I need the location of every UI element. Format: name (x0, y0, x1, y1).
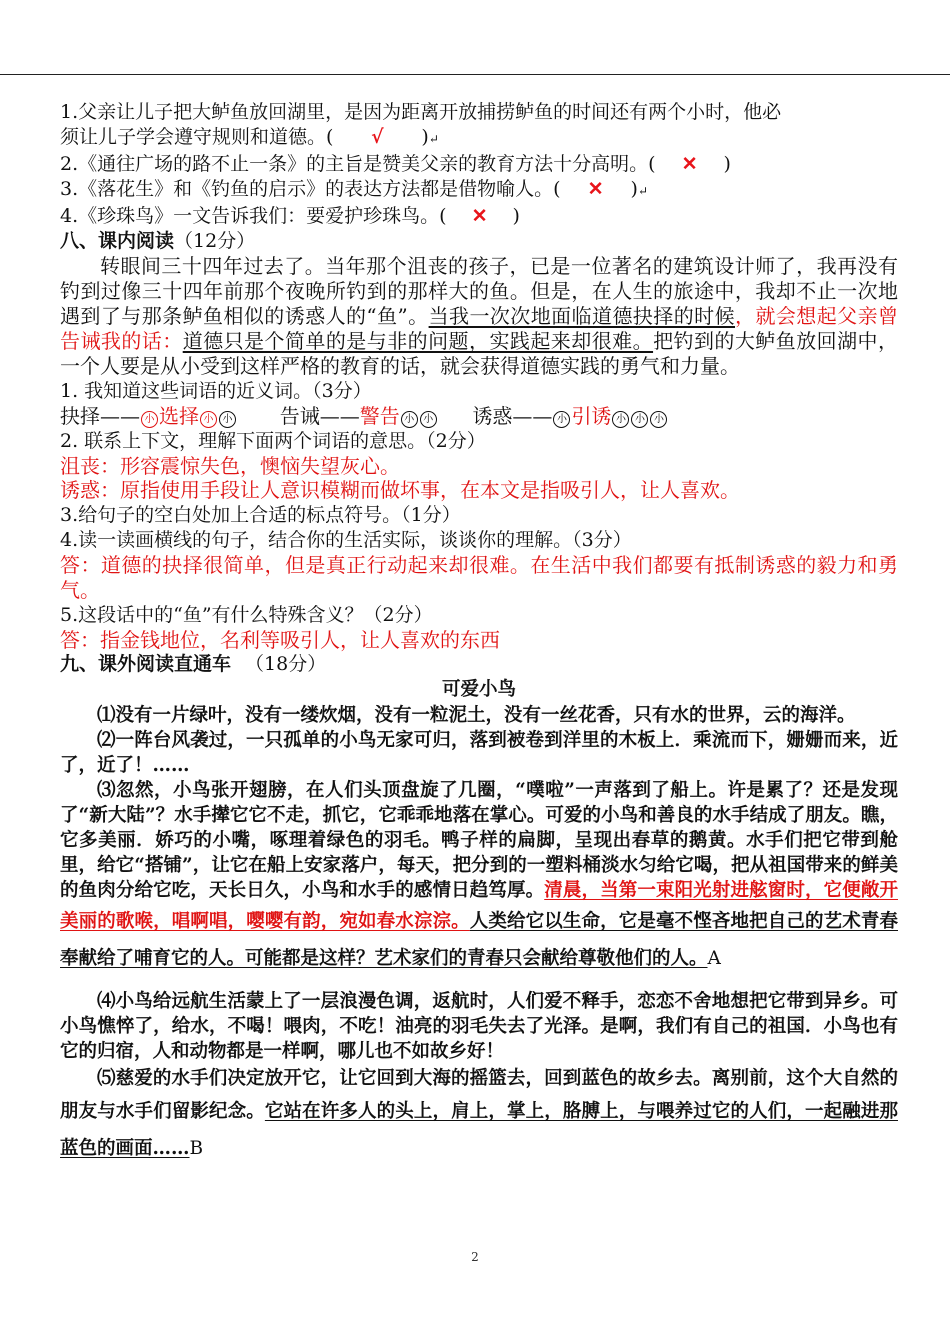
synonym-word-1: 抉择—— (60, 404, 140, 428)
question-text: 3.给句子的空白处加上合适的标点符号。（1分） (60, 503, 461, 526)
section8-score: （12分） (174, 230, 256, 252)
story-title: 可爱小鸟 (441, 679, 516, 701)
circle-mark: 小 (141, 411, 158, 428)
passage-red-text: ，就会想起父亲曾告诫我的话： (60, 304, 899, 353)
answer-2a (60, 454, 898, 479)
judge-q4 (60, 204, 898, 229)
story-paragraph-1: ⑴没有一片绿叶，没有一缕炊烟，没有一粒泥土，没有一丝花香，只有水的世界，云的海洋。 (97, 705, 856, 727)
synonym-word-3: 诱惑—— (472, 404, 553, 428)
judge-q1-text: 1.父亲让儿子把大鲈鱼放回湖里，是因为距离开放捕捞鲈鱼的时间还有两个小时，他必 (60, 101, 782, 123)
circle-mark: 小 (631, 411, 648, 428)
circle-mark: 小 (612, 411, 629, 428)
question-text: 4.读一读画横线的句子，结合你的生活实际，谈谈你的理解。（3分） (60, 528, 632, 551)
judge-q1-line1 (60, 100, 898, 125)
story-paragraph-3 (60, 778, 898, 977)
section8-q5 (60, 603, 898, 628)
judge-q2 (60, 152, 898, 177)
section8-q3 (60, 503, 898, 528)
answer-4 (60, 553, 898, 603)
circle-mark: 小 (650, 411, 667, 428)
synonym-answer-3: 引诱 (571, 404, 612, 428)
section8-title: 八、课内阅读 (60, 230, 175, 252)
circle-mark: 小 (200, 411, 217, 428)
synonym-answer-2: 警告 (359, 404, 400, 428)
answer-text: 沮丧：形容震惊失色，懊恼失望灰心。 (60, 453, 400, 478)
synonym-word-2: 告诫—— (279, 404, 360, 428)
passage-underlined-1: 当我一次次地面临道德抉择的时候 (428, 304, 736, 328)
answer-5 (60, 628, 898, 653)
judge-q2-close: ) (723, 153, 731, 175)
cross-mark-icon: ✕ (681, 153, 698, 175)
circle-mark: 小 (401, 411, 418, 428)
judge-q3-close: ) (630, 178, 638, 200)
question-text: 5.这段话中的“鱼”有什么特殊含义？（2分） (60, 603, 433, 626)
section8-passage (60, 254, 898, 379)
judge-q3-text: 3.《落花生》和《钓鱼的启示》的表达方法都是借物喻人。( (60, 178, 561, 200)
section8-q2 (60, 429, 898, 454)
section8-q1 (60, 379, 898, 404)
section9-score: （18分） (245, 653, 327, 676)
story-p3-red-underlined: 清晨，当第一束阳光射进舷窗时，它便敞开美丽的歌喉，唱啊唱，嘤嘤有韵，宛如春水淙淙。 (60, 880, 898, 933)
answer-2b (60, 478, 898, 503)
circle-mark: 小 (553, 411, 570, 428)
check-mark-icon: √ (371, 126, 384, 148)
synonym-answers (60, 404, 898, 429)
section8-heading (60, 229, 898, 254)
page-number: 2 (471, 1250, 479, 1264)
header-rule (0, 74, 950, 75)
story-p3-text: ⑶忽然，小鸟张开翅膀，在人们头顶盘旋了几圈，“噗啦”一声落到了船上。许是累了？还是发现了“新大陆”？水手撵它它不走，抓它，它乖乖地落在掌心。可爱的小鸟和善良的水手结成了朋友。瞧，它多美丽．娇巧的小嘴，啄理着绿色的羽毛。鸭子样的扁脚，呈现出春草的鹅黄。水手们把它带到舱里，给它“搭铺”，让它在船上安家落户，每天，把分到的一塑料桶淡水匀给它喝，把从祖国带来的鲜美的鱼肉分给它吃，天长日久，小鸟和水手的感情日趋笃厚。 (60, 780, 898, 902)
story-body (60, 703, 898, 1167)
judge-q3 (60, 177, 898, 204)
section9-heading (60, 652, 898, 677)
passage-text: 转眼间三十四年过去了。当年那个沮丧的孩子，已是一位著名的建筑设计师了，我再没有钓到过像三十四年前那个夜晚所钓到的那样大的鱼。但是，在人生的旅途中，我却不止一次地遇到了与那条鲈鱼相似的诱惑人的“鱼”。 (60, 254, 898, 328)
synonym-answer-1: 选择 (159, 404, 199, 428)
judge-q1-close: ) (421, 126, 429, 148)
story-paragraph-4: ⑷小鸟给远航生活蒙上了一层浪漫色调，返航时，人们爱不释手，恋恋不舍地想把它带到异乡。可小鸟憔悴了，给水，不喝！喂肉，不吃！油亮的羽毛失去了光泽。是啊，我们有自己的祖国．小鸟也有它的归宿，人和动物都是一样啊，哪儿也不如故乡好！ (60, 991, 898, 1063)
story-p5-text: ⑸慈爱的水手们决定放开它，让它回到大海的摇篮去，回到蓝色的故乡去。离别前，这个大自然的朋友与水手们留影纪念。 (60, 1068, 898, 1123)
circle-mark: 小 (420, 411, 437, 428)
story-p3-tag: A (707, 948, 721, 970)
paragraph-mark-icon: ↵ (637, 184, 649, 198)
story-paragraph-5 (60, 1064, 898, 1167)
answer-text: 诱惑：原指使用手段让人意识模糊而做坏事，在本文是指吸引人，让人喜欢。 (60, 478, 740, 503)
question-text: 1. 我知道这些词语的近义词。（3分） (60, 380, 372, 402)
circle-mark: 小 (219, 411, 236, 428)
judge-q4-text: 4.《珍珠鸟》一文告诉我们：要爱护珍珠鸟。( (60, 205, 447, 227)
document-body (60, 100, 898, 1167)
paragraph-mark-icon: ↵ (428, 132, 439, 146)
section9-title: 九、课外阅读直通车 (60, 653, 232, 676)
story-p5-tag: B (189, 1138, 204, 1160)
cross-mark-icon: ✕ (587, 178, 604, 200)
story-p5-underlined: 它站在许多人的头上，肩上，掌上，胳膊上，与喂养过它的人们，一起融进那蓝色的画面…… (60, 1101, 898, 1160)
judge-q4-close: ) (512, 205, 520, 227)
judge-q1-text-2: 须让儿子学会遵守规则和道德。( (60, 126, 334, 148)
story-paragraph-2: ⑵一阵台风袭过，一只孤单的小鸟无家可归，落到被卷到洋里的木板上．乘流而下，姗姗而来，近了，近了！…… (60, 730, 898, 777)
judge-q2-text: 2.《通往广场的路不止一条》的主旨是赞美父亲的教育方法十分高明。( (60, 153, 656, 175)
story-p3-underlined: 人类给它以生命，它是毫不悭吝地把自己的艺术青春奉献给了哺育它的人。可能都是这样？艺术家们的青春只会献给尊敬他们的人。 (60, 911, 898, 970)
answer-text: 答：道德的抉择很简单，但是真正行动起来却很难。在生活中我们都要有抵制诱惑的毅力和勇气。 (60, 552, 898, 602)
passage-underlined-2: 道德只是个简单的是与非的问题，实践起来却很难。 (182, 329, 654, 353)
cross-mark-icon: ✕ (471, 205, 488, 227)
section8-q4 (60, 528, 898, 553)
passage-text-end: 把钓到的大鲈鱼放回湖中，一个人要是从小受到这样严格的教育的话，就会获得道德实践的勇气和力量。 (60, 329, 899, 378)
judge-q1-line2 (60, 125, 898, 152)
question-text: 2. 联系上下文，理解下面两个词语的意思。（2分） (60, 429, 486, 452)
answer-text: 答：指金钱地位，名利等吸引人，让人喜欢的东西 (60, 627, 500, 652)
